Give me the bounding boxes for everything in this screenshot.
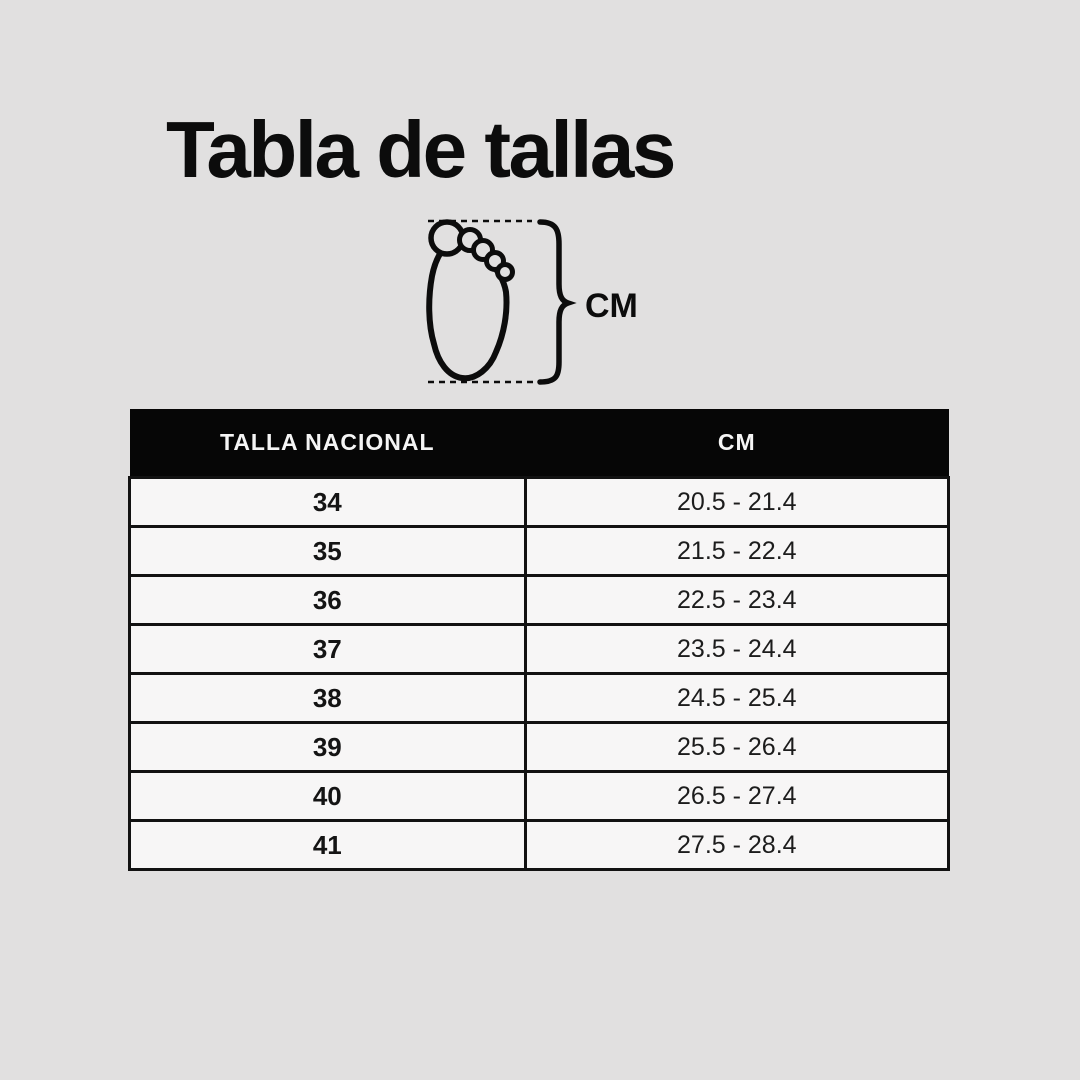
talla-cell: 39: [130, 723, 526, 772]
talla-cell: 36: [130, 576, 526, 625]
talla-cell: 40: [130, 772, 526, 821]
cm-cell: 21.5 - 22.4: [525, 527, 948, 576]
talla-cell: 37: [130, 625, 526, 674]
foot-measure-diagram: [416, 206, 666, 396]
table-row: [130, 478, 949, 527]
col-header-talla: TALLA NACIONAL: [130, 409, 526, 478]
page-title: Tabla de tallas: [166, 105, 674, 194]
talla-cell: 38: [130, 674, 526, 723]
cm-cell: 23.5 - 24.4: [525, 625, 948, 674]
talla-cell: 35: [130, 527, 526, 576]
table-row: [130, 576, 949, 625]
foot-sole-icon: [429, 222, 512, 378]
foot-measure-graphic: [416, 206, 666, 396]
table-row: [130, 527, 949, 576]
cm-cell: 24.5 - 25.4: [525, 674, 948, 723]
table-row: [130, 821, 949, 870]
table-row: [130, 625, 949, 674]
unit-label: CM: [585, 287, 638, 325]
cm-cell: 22.5 - 23.4: [525, 576, 948, 625]
table-row: [130, 674, 949, 723]
brace-icon: [540, 222, 568, 382]
cm-cell: 25.5 - 26.4: [525, 723, 948, 772]
table-row: [130, 723, 949, 772]
cm-cell: 20.5 - 21.4: [525, 478, 948, 527]
size-table-body: [130, 478, 949, 870]
header-row: [130, 409, 949, 478]
size-table: [128, 409, 950, 871]
table-row: [130, 772, 949, 821]
col-header-cm: CM: [525, 409, 948, 478]
talla-cell: 41: [130, 821, 526, 870]
cm-cell: 27.5 - 28.4: [525, 821, 948, 870]
talla-cell: 34: [130, 478, 526, 527]
cm-cell: 26.5 - 27.4: [525, 772, 948, 821]
